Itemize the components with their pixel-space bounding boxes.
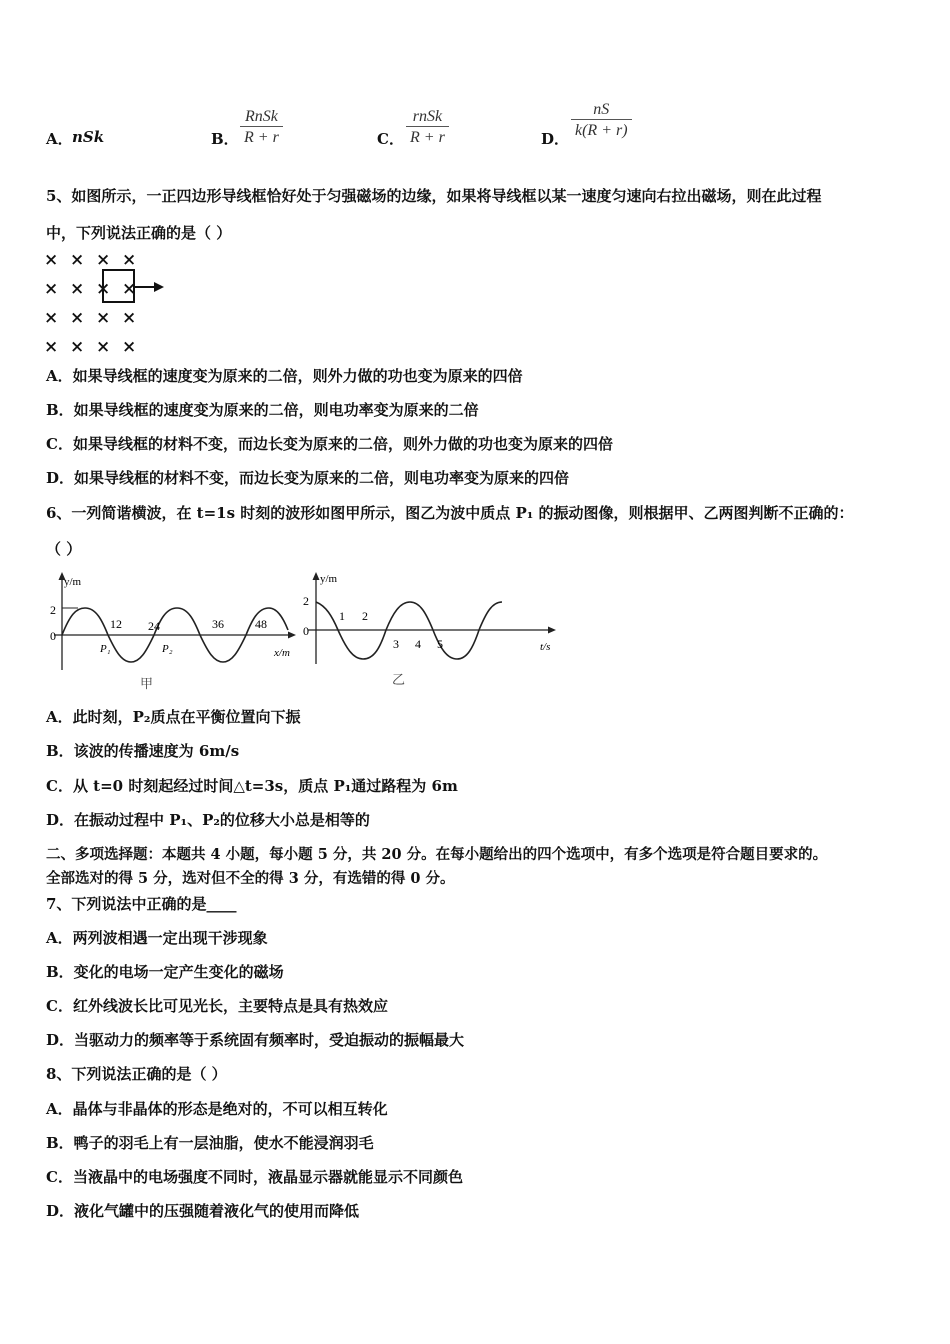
field-mark: × — [122, 279, 137, 299]
q4-option-c-numerator: rnSk — [412, 108, 443, 125]
q6-option-b: B．该波的传播速度为 6m/s — [46, 742, 240, 760]
q6-option-a: A．此时刻，P₂质点在平衡位置向下振 — [46, 708, 301, 726]
vibration-graph-yi — [298, 568, 568, 693]
q8-option-b: B．鸭子的羽毛上有一层油脂，使水不能浸润羽毛 — [46, 1134, 374, 1152]
section2-heading-line-1: 二、多项选择题：本题共 4 小题，每小题 5 分，共 20 分。在每小题给出的四个选项中，有多个选项是符合题目要求的。 — [46, 846, 828, 863]
field-mark: × — [96, 337, 111, 357]
field-mark: × — [44, 337, 59, 357]
field-mark: × — [122, 308, 137, 328]
q7-option-a: A．两列波相遇一定出现干涉现象 — [46, 929, 268, 947]
wave-graph-jia-caption: 甲 — [140, 676, 154, 691]
q5-option-c: C．如果导线框的材料不变，而边长变为原来的二倍，则外力做的功也变为原来的四倍 — [46, 435, 613, 453]
wave-graph-jia — [40, 570, 300, 695]
q8-option-a: A．晶体与非晶体的形态是绝对的，不可以相互转化 — [46, 1100, 388, 1118]
q6-option-c: C．从 t=0 时刻起经过时间△t=3s，质点 P₁通过路程为 6m — [46, 777, 458, 795]
wave-graph-jia-y-tick: 2 — [50, 603, 56, 617]
field-mark: × — [96, 308, 111, 328]
velocity-arrow-head — [154, 282, 164, 292]
q4-option-a-text: nSk — [72, 128, 105, 146]
wave-graph-jia-x-arrow — [288, 632, 296, 639]
wave-graph-jia-x-tick: 24 — [148, 619, 160, 633]
q5-option-b: B．如果导线框的速度变为原来的二倍，则电功率变为原来的二倍 — [46, 401, 479, 419]
wave-graph-jia-xlabel: x/m — [274, 647, 290, 659]
q4-option-d-denominator: k(R + r) — [571, 119, 632, 140]
q8-option-d: D．液化气罐中的压强随着液化气的使用而降低 — [46, 1202, 360, 1220]
vibration-graph-yi-t-tick: 3 — [393, 637, 399, 651]
vibration-graph-yi-y-tick: 2 — [303, 594, 309, 608]
vibration-graph-yi-caption: 乙 — [392, 672, 406, 687]
vibration-graph-yi-xlabel: t/s — [540, 641, 551, 653]
field-mark: × — [70, 337, 85, 357]
q8-option-c: C．当液晶中的电场强度不同时，液晶显示器就能显示不同颜色 — [46, 1168, 463, 1186]
wave-graph-jia-point-p1: P₁ — [100, 643, 111, 655]
q5-option-a: A．如果导线框的速度变为原来的二倍，则外力做的功也变为原来的四倍 — [46, 367, 523, 385]
wave-graph-jia-point-p2: P₂ — [162, 643, 173, 655]
q4-option-b-numerator: RnSk — [244, 108, 278, 125]
wave-graph-jia-x-tick: 12 — [110, 617, 122, 631]
field-mark: × — [70, 279, 85, 299]
q4-option-c-label: C． — [377, 130, 404, 148]
section2-heading-line-2: 全部选对的得 5 分，选对但不全的得 3 分，有选错的得 0 分。 — [46, 870, 455, 887]
field-mark: × — [122, 337, 137, 357]
q4-option-b-fraction — [240, 108, 283, 147]
q4-option-b-label: B． — [211, 130, 239, 148]
q4-option-b-denominator: R + r — [240, 126, 283, 147]
field-mark: × — [70, 308, 85, 328]
field-mark: × — [122, 250, 137, 270]
q6-option-d: D．在振动过程中 P₁、P₂的位移大小总是相等的 — [46, 811, 370, 829]
field-mark: × — [96, 279, 111, 299]
q5-option-d: D．如果导线框的材料不变，而边长变为原来的二倍，则电功率变为原来的四倍 — [46, 469, 570, 487]
q4-option-c-denominator: R + r — [406, 126, 449, 147]
q4-option-d-fraction — [571, 101, 632, 140]
vibration-graph-yi-ylabel: y/m — [320, 573, 338, 585]
q7-stem: 7、下列说法中正确的是____ — [46, 895, 237, 913]
q6-stem-line-1: 6、一列简谐横波，在 t=1s 时刻的波形如图甲所示，图乙为波中质点 P₁ 的振动图像，则根据甲、乙两图判断不正确的： — [46, 504, 854, 522]
field-mark: × — [44, 279, 59, 299]
q4-option-c-fraction — [406, 108, 449, 147]
wave-graph-jia-ylabel: y/m — [64, 576, 82, 588]
q4-option-d-label: D． — [541, 130, 570, 148]
field-mark: × — [96, 250, 111, 270]
q4-option-d-numerator: nS — [593, 101, 610, 118]
field-mark: × — [70, 250, 85, 270]
vibration-graph-yi-t-tick: 1 — [339, 609, 345, 623]
q6-stem-line-2: （ ） — [46, 540, 82, 558]
wire-frame-svg — [40, 250, 180, 360]
q5-stem-line-2: 中，下列说法正确的是（ ） — [46, 224, 232, 242]
q4-option-a-label: A． — [46, 130, 73, 148]
field-mark: × — [44, 308, 59, 328]
wave-graph-jia-x-tick: 48 — [255, 617, 267, 631]
vibration-graph-yi-t-tick: 2 — [362, 609, 368, 623]
q7-option-c: C．红外线波长比可见光长，主要特点是具有热效应 — [46, 997, 388, 1015]
q5-stem-line-1: 5、如图所示，一正四边形导线框恰好处于匀强磁场的边缘，如果将导线框以某一速度匀速向右拉出磁场，则在此过程 — [46, 187, 822, 205]
field-mark: × — [44, 250, 59, 270]
q7-option-d: D．当驱动力的频率等于系统固有频率时，受迫振动的振幅最大 — [46, 1031, 465, 1049]
q7-option-b: B．变化的电场一定产生变化的磁场 — [46, 963, 284, 981]
vibration-graph-yi-x-arrow — [548, 627, 556, 634]
square-wire-frame — [103, 270, 137, 302]
vibration-graph-yi-t-tick: 4 — [415, 637, 421, 651]
wave-graph-jia-origin: 0 — [50, 629, 56, 643]
wave-graph-jia-x-tick: 36 — [212, 617, 224, 631]
q8-stem: 8、下列说法正确的是（ ） — [46, 1065, 227, 1083]
vibration-graph-yi-y-arrow — [313, 572, 320, 580]
vibration-graph-yi-origin: 0 — [303, 624, 309, 638]
vibration-graph-yi-t-tick: 5 — [437, 637, 443, 651]
